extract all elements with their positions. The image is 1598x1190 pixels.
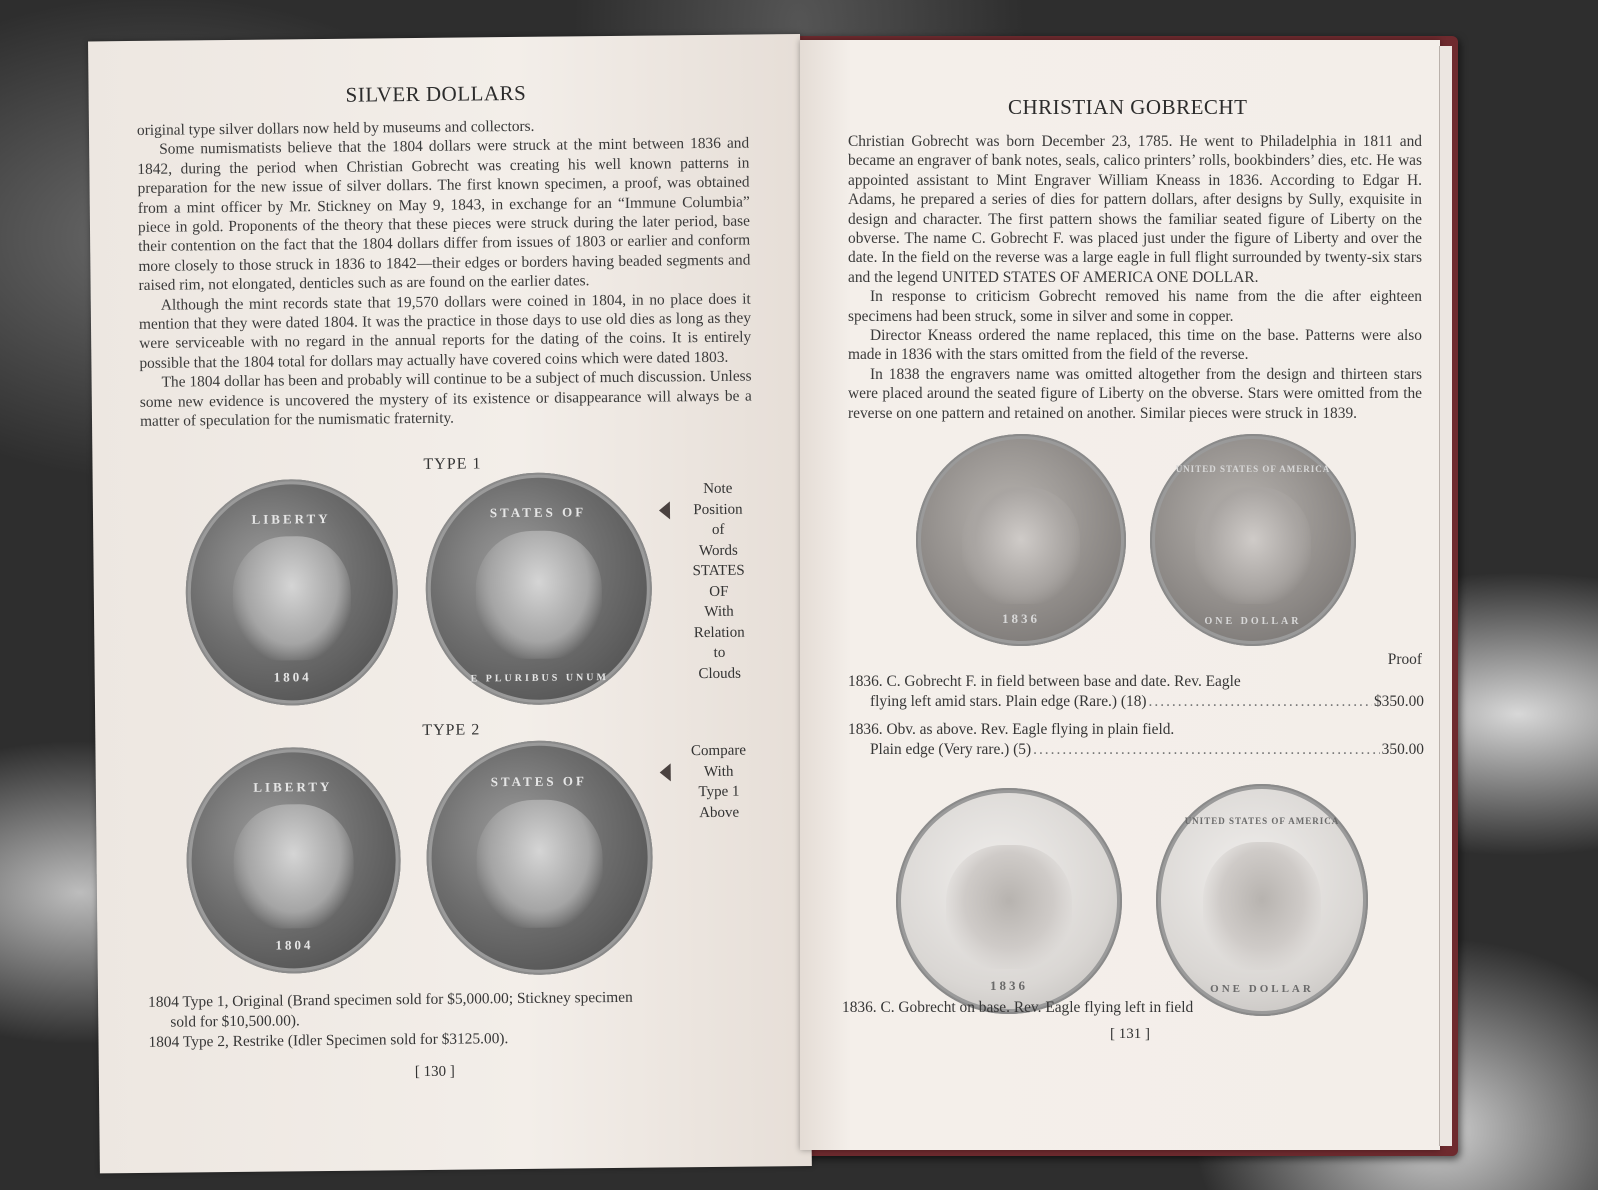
coin-date: 1836	[1002, 610, 1040, 626]
coin-denomination: ONE DOLLAR	[1204, 615, 1302, 627]
coin-motto: E PLURIBUS UNUM	[470, 672, 609, 685]
coin-type1-obverse	[185, 478, 399, 706]
coin-date: 1836	[990, 977, 1028, 993]
note-line: Relation	[693, 624, 745, 641]
bottom-caption: 1836. C. Gobrecht on base. Rev. Eagle flying left in field	[842, 999, 1194, 1016]
page-number: [ 131 ]	[1110, 1026, 1150, 1042]
note-line: of	[711, 521, 725, 538]
proof-column-header: Proof	[1387, 651, 1422, 668]
note-line: Note	[703, 480, 733, 498]
coin-type2-obverse	[185, 746, 401, 974]
coin-legend: LIBERTY	[251, 510, 331, 527]
paragraph: Christian Gobrecht was born December 23, 1785. He went to Philadelphia in 1811 and became an engraver of bank notes, seals, calico printers’ rolls, bookbinders’ dies, etc. He was appointed assistant to Mint Engraver William Kneass in 1836. According to Edgar H. Adams, he prepared a series of dies for pattern dollars, after designs by Sully, exquisite in design and character. The first pattern shows the familiar seated figure of Liberty on the obverse. The name C. Gobrecht F. was placed just under the figure of Liberty and over the date. In the field on the reverse was a large eagle in full flight surrounded by twenty-six stars and the legend UNITED STATES OF AMERICA ONE DOLLAR.	[848, 133, 1422, 286]
listing-item	[848, 720, 1424, 760]
listing-price: 350.00	[1381, 741, 1424, 758]
coin-captions	[148, 986, 769, 1052]
listing-item	[848, 672, 1424, 712]
left-body-text	[137, 115, 752, 432]
coin-type1-reverse	[425, 472, 653, 706]
caption-line: 1804 Type 1, Original (Brand specimen sold for $5,000.00; Stickney specimen	[148, 988, 633, 1011]
listing-description: flying left amid stars. Plain edge (Rare.) (18)	[870, 693, 1147, 710]
page-number: [ 130 ]	[414, 1063, 455, 1081]
type1-label: TYPE 1	[423, 455, 482, 473]
paragraph: The 1804 dollar has been and probably will continue to be a subject of much discussion. Unless some new evidence is uncovered the mystery of its existence or disappearance will always be a matter of speculation for the numismatic fraternity.	[139, 367, 752, 431]
listing-description: 1836. C. Gobrecht F. in field between base and date. Rev. Eagle	[848, 673, 1241, 690]
coin-legend: STATES OF	[490, 773, 587, 790]
note-line: STATES	[692, 562, 745, 580]
note-line: to	[713, 644, 726, 661]
flying-eagle-figure	[1195, 487, 1310, 604]
right-body-text	[848, 132, 1422, 423]
coin-legend: UNITED STATES OF AMERICA	[1184, 816, 1340, 827]
coin-legend: UNITED STATES OF AMERICA	[1175, 463, 1331, 474]
note-compare	[673, 740, 764, 823]
right-page	[800, 40, 1440, 1150]
left-page	[88, 34, 812, 1173]
coin-1836-base-obverse	[896, 788, 1122, 1014]
coin-1836-obverse	[916, 434, 1126, 646]
running-head: SILVER DOLLARS	[345, 80, 527, 107]
coin-type2-reverse	[425, 740, 653, 976]
running-head: CHRISTIAN GOBRECHT	[1008, 95, 1248, 119]
coin-denomination: ONE DOLLAR	[1210, 983, 1314, 996]
coin-1836-reverse	[1150, 434, 1356, 646]
type2-label: TYPE 2	[422, 721, 481, 739]
paragraph: In 1838 the engravers name was omitted altogether from the design and thirteen stars were placed around the seated figure of Liberty on the obverse. Stars were omitted from the reverse on one pattern and retained on another. Similar pieces were struck in 1839.	[848, 365, 1422, 422]
seated-liberty-figure	[946, 845, 1073, 969]
listing-description: Plain edge (Very rare.) (5)	[870, 741, 1032, 758]
listing-description: 1836. Obv. as above. Rev. Eagle flying in plain field.	[848, 721, 1175, 738]
note-line: Compare	[690, 742, 747, 760]
caption-line: 1804 Type 2, Restrike (Idler Specimen sold for $3125.00).	[148, 1030, 509, 1051]
heraldic-eagle-figure	[476, 799, 604, 929]
coin-date: 1804	[273, 668, 312, 685]
coin-1836-base-reverse	[1156, 784, 1368, 1016]
note-states-of	[673, 478, 765, 684]
note-line: Clouds	[698, 665, 742, 682]
listing-price: $350.00	[1373, 693, 1424, 710]
note-line: Position	[693, 501, 743, 518]
paragraph: Although the mint records state that 19,570 dollars were coined in 1804, in no place does it mention that they were dated 1804. It was the practice in those days to use old dies as long as they were serviceable with no regard in the annual reports for the dating of the coins. It is entirely possible that the 1804 total for dollars may actually have covered coins which were dated 1803.	[138, 290, 752, 372]
note-line: With	[704, 603, 734, 621]
leader-dots	[1149, 692, 1372, 712]
leader-dots	[1033, 740, 1380, 760]
note-line: OF	[709, 583, 729, 600]
paragraph: Director Kneass ordered the name replaced, this time on the base. Patterns were also made in 1836 with the stars omitted from the field of the reverse.	[848, 327, 1422, 364]
note-line: Words	[698, 542, 738, 559]
liberty-bust-figure	[233, 803, 354, 929]
note-line: Above	[699, 804, 740, 821]
caption-line: sold for $10,500.00).	[170, 1012, 300, 1031]
coin-legend: STATES OF	[489, 504, 587, 521]
coin-date: 1804	[275, 936, 314, 953]
arrow-left-icon	[659, 501, 670, 519]
coin-legend: LIBERTY	[253, 778, 333, 795]
arrow-left-icon	[660, 763, 671, 781]
price-listings	[848, 650, 1424, 760]
paragraph: Some numismatists believe that the 1804 dollars were struck at the mint between 1836 and 1842, during the period when Christian Gobrecht was creating his well known patterns in preparation for the new issue of silver dollars. The first known specimen, a proof, was obtained from a mint officer by Mr. Stickney on May 9, 1843, in exchange for an “Immune Columbia” piece in gold. Proponents of the theory that these pieces were struck during the later period, base their contention on the fact that the 1804 dollars differ from issues of 1803 or earlier and conform more closely to those struck in 1836 to 1842—their edges or borders having beaded segments and raised rim, not elongated, denticles such as are found on the earlier dates.	[137, 134, 751, 295]
seated-liberty-figure	[962, 487, 1080, 604]
paragraph: original type silver dollars now held by museums and collectors.	[136, 117, 535, 139]
note-line: With	[703, 763, 734, 780]
flying-eagle-figure	[1203, 842, 1322, 970]
liberty-bust-figure	[232, 535, 352, 661]
note-line: Type 1	[698, 783, 740, 801]
paragraph: In response to criticism Gobrecht removed his name from the die after eighteen specimens had been struck, some in silver and some in copper.	[848, 288, 1422, 325]
caption-type1	[148, 986, 768, 1032]
heraldic-eagle-figure	[475, 530, 603, 659]
